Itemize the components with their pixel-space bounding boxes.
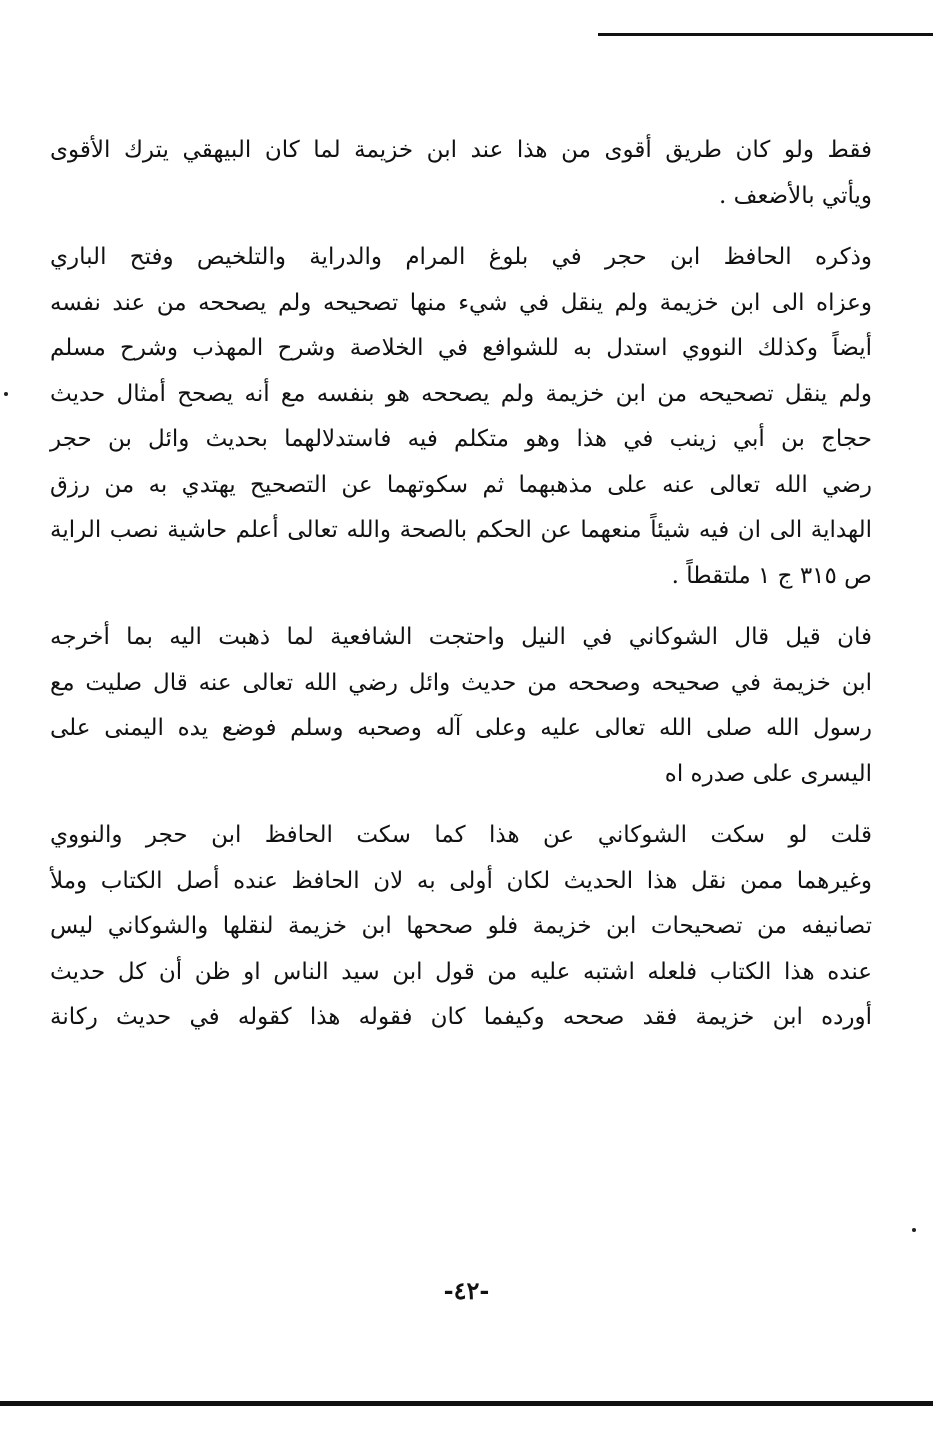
paragraph [50,128,872,219]
text-line: ولم ينقل تصحيحه من ابن خزيمة ولم يصححه هو بنفسه مع أنه يصحح أمثال حديث [50,380,872,407]
text-line: تصانيفه من تصحيحات ابن خزيمة فلو صححها ابن خزيمة لنقلها والشوكاني ليس [50,913,872,939]
text-line: وغيرهما ممن نقل هذا الحديث لكان أولى به لان الحافظ عنده أصل الكتاب وملأ [50,867,872,894]
text-line: رضي الله تعالى عنه على مذهبهما ثم سكوتهما عن التصحيح يهتدي به من رزق [50,471,872,498]
paragraph [50,615,872,797]
page-body [50,128,872,1041]
paragraph [50,813,872,1041]
text-line: عنده هذا الكتاب فلعله اشتبه عليه من قول ابن سيد الناس او ظن أن كل حديث [50,958,872,985]
page-number: -٤٢- [443,1276,490,1305]
bottom-rule [0,1401,933,1406]
text-line: رسول الله صلى الله تعالى عليه وعلى آله وصحبه وسلم فوضع يده اليمنى على [50,715,872,741]
text-line: قلت لو سكت الشوكاني عن هذا كما سكت الحافظ ابن حجر والنووي [50,822,872,848]
text-line: حجاج بن أبي زينب في هذا وهو متكلم فيه فاستدلالهما بحديث وائل بن حجر [50,426,872,452]
text-line: الهداية الى ان فيه شيئاً منعهما عن الحكم بالصحة والله تعالى أعلم حاشية نصب الراية [50,517,872,543]
text-line: ص ٣١٥ ج ١ ملتقطاً . [671,562,872,589]
text-line: أيضاً وكذلك النووي استدل به للشوافع في الخلاصة وشرح المهذب وشرح مسلم [50,335,872,361]
paragraph [50,235,872,599]
text-line: فان قيل قال الشوكاني في النيل واحتجت الشافعية لما ذهبت اليه بما أخرجه [50,624,872,650]
text-line: وذكره الحافظ ابن حجر في بلوغ المرام والدراية والتلخيص وفتح الباري [50,244,872,270]
top-rule [598,33,933,36]
text-line: ويأتي بالأضعف . [719,182,872,209]
text-line: اليسرى على صدره اه [664,760,872,787]
text-line: فقط ولو كان طريق أقوى من هذا عند ابن خزيمة لما كان البيهقي يترك الأقوى [50,137,872,163]
text-line: ابن خزيمة في صحيحه وصححه من حديث وائل رضي الله تعالى عنه قال صليت مع [50,669,872,696]
margin-speck [4,392,8,396]
text-line: أورده ابن خزيمة فقد صححه وكيفما كان فقوله هذا كقوله في حديث ركانة [50,1004,872,1030]
text-line: وعزاه الى ابن خزيمة ولم ينقل في شيء منها تصحيحه ولم يصححه من عند نفسه [50,289,872,316]
margin-speck [912,1228,916,1232]
